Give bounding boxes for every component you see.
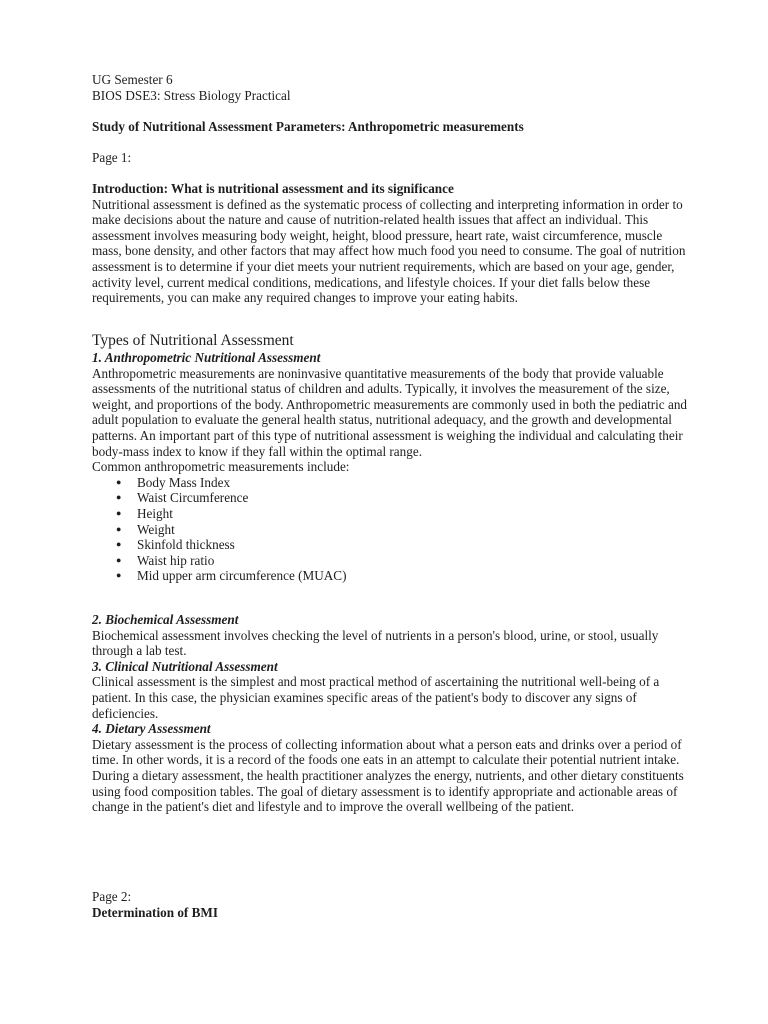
bullet-icon: ● [116, 554, 122, 565]
anthropometric-heading: 1. Anthropometric Nutritional Assessment [92, 350, 321, 365]
clinical-heading: 3. Clinical Nutritional Assessment [92, 658, 278, 674]
document-title: Study of Nutritional Assessment Parameters: Anthropometric measurements [92, 119, 524, 134]
document-header [92, 72, 692, 103]
list-item: ● Weight [116, 521, 175, 537]
introduction-heading: Introduction: What is nutritional assessment and its significance [92, 181, 454, 196]
anthropometric-measurements-list [92, 475, 692, 584]
introduction-paragraph: Nutritional assessment is defined as the systematic process of collecting and interpreting information in order to make decisions about the nature and cause of nutrition-related health issues that affect an individual. This assessment involves measuring body weight, height, blood pressure, heart rate, waist circumference, muscle mass, bone density, and other factors that may affect how much food you need to consume. The goal of nutrition assessment is to determine if your diet meets your nutrient requirements, which are based on your age, gender, activity level, current medical conditions, medications, and lifestyle choices. If your diet falls below these requirements, you can make any required changes to improve your eating habits. [92, 196, 686, 306]
dietary-heading: 4. Dietary Assessment [92, 721, 211, 737]
dietary-paragraph: Dietary assessment is the process of collecting information about what a person eats and drinks over a period of time. In other words, it is a record of the foods one eats in an attempt to calculate their potential nutrient intake. During a dietary assessment, the health practitioner analyzes the energy, nutrients, and other dietary constituents using food composition tables. The goal of dietary assessment is to identify appropriate and actionable areas of change in the patient's diet and lifestyle and to improve the overall wellbeing of the patient. [92, 736, 684, 815]
biochemical-heading: 2. Biochemical Assessment [92, 612, 239, 627]
page-2-section [92, 889, 692, 920]
list-item: ● Waist hip ratio [116, 552, 215, 568]
list-item: ● Mid upper arm circumference (MUAC) [116, 568, 347, 584]
semester-line: UG Semester 6 [92, 72, 173, 87]
bullet-icon: ● [116, 476, 122, 487]
bullet-icon: ● [116, 523, 122, 534]
clinical-paragraph: Clinical assessment is the simplest and most practical method of ascertaining the nutritional well-being of a patient. In this case, the physician examines specific areas of the patient's body to discover any signs of deficiencies. [92, 674, 660, 721]
types-heading: Types of Nutritional Assessment [92, 332, 294, 349]
list-item: ● Height [116, 505, 173, 521]
biochemical-section [92, 612, 692, 815]
list-item: ● Waist Circumference [116, 490, 249, 506]
anthropometric-section [92, 350, 692, 584]
page-2-label: Page 2: [92, 889, 132, 904]
course-line: BIOS DSE3: Stress Biology Practical [92, 87, 291, 103]
page-1-label: Page 1: [92, 150, 132, 165]
introduction-section [92, 181, 692, 306]
bullet-icon: ● [116, 507, 122, 518]
bullet-icon: ● [116, 492, 122, 503]
anthropometric-list-intro: Common anthropometric measurements include: [92, 459, 350, 475]
bullet-icon: ● [116, 570, 122, 581]
bmi-heading: Determination of BMI [92, 904, 218, 920]
bullet-icon: ● [116, 539, 122, 550]
biochemical-paragraph: Biochemical assessment involves checking the level of nutrients in a person's blood, urine, or stool, usually through a lab test. [92, 627, 659, 659]
list-item: ● Skinfold thickness [116, 537, 235, 553]
list-item: ● Body Mass Index [116, 474, 231, 490]
anthropometric-paragraph: Anthropometric measurements are noninvasive quantitative measurements of the body that provide valuable assessments of the nutritional status of children and adults. Typically, it involves the measurement of the size, weight, and proportions of the body. Anthropometric measurements are commonly used in both the pediatric and adult population to evaluate the general health status, nutritional adequacy, and the growth and developmental patterns. An important part of this type of nutritional assessment is weighing the individual and calculating their body-mass index to know if they fall within the optimal range. [92, 365, 688, 459]
